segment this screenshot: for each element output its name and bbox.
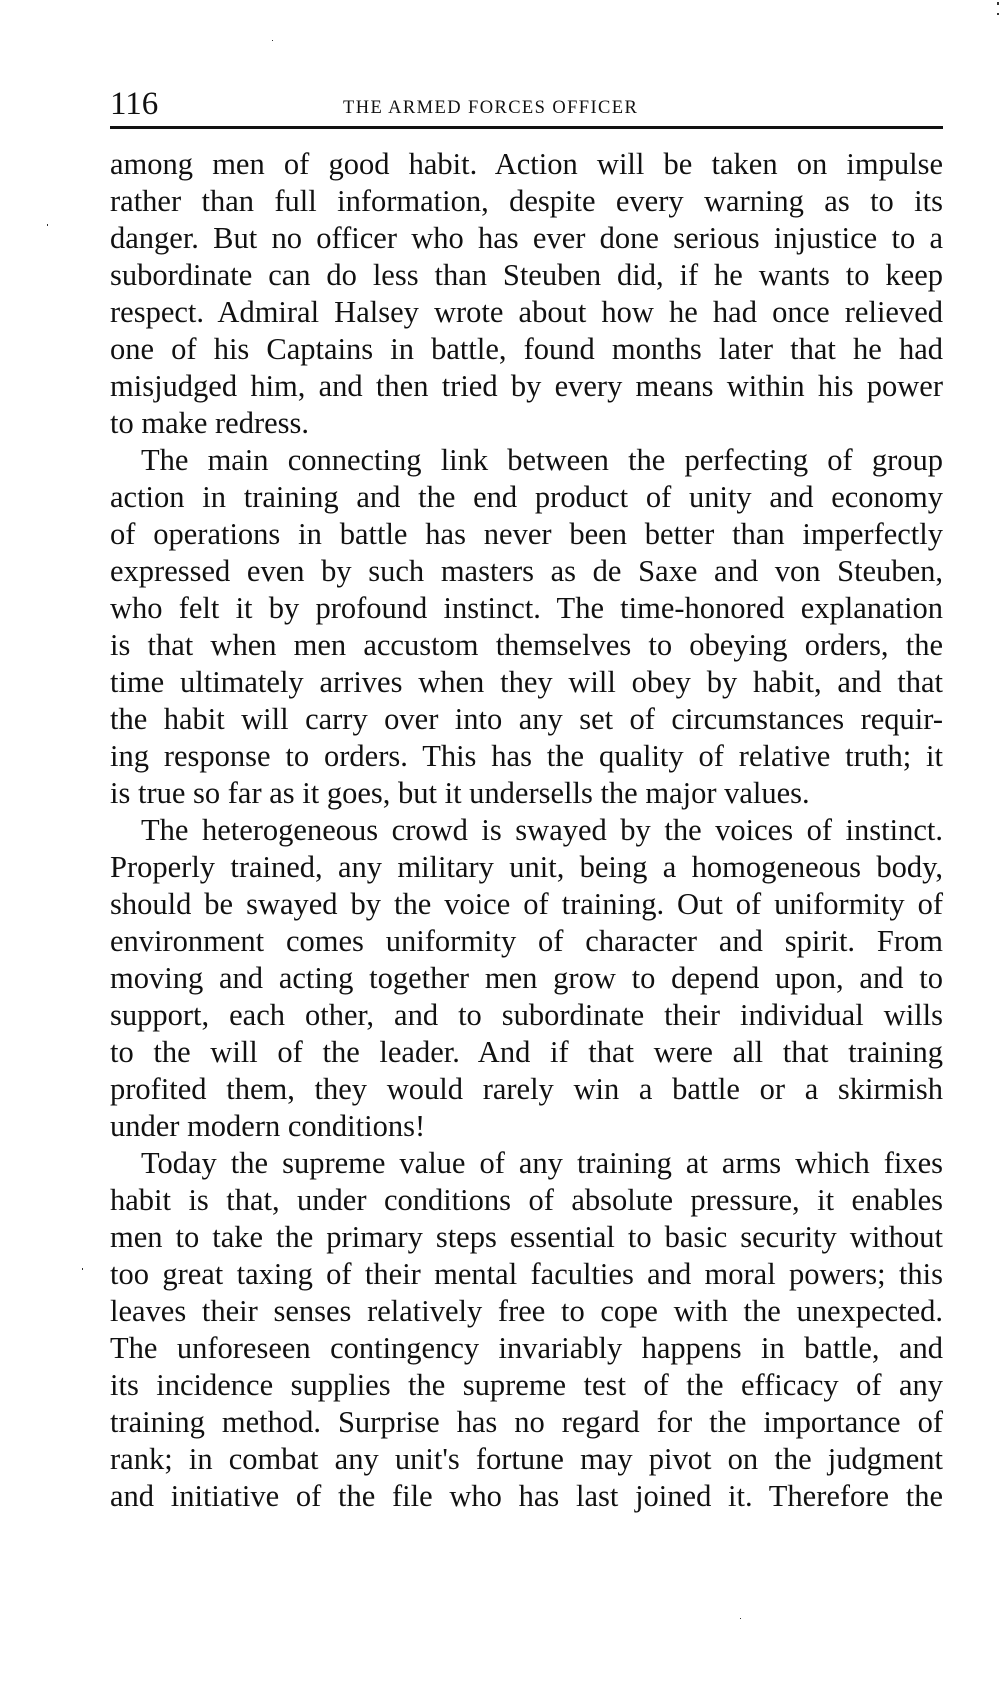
text-line: training method. Surprise has no regard for the importance of xyxy=(110,1405,943,1439)
body-text xyxy=(110,146,943,1515)
text-line: should be swayed by the voice of training. Out of uniformity of xyxy=(110,887,943,921)
paragraph xyxy=(110,812,943,1145)
text-line: ing response to orders. This has the quality of relative truth; it xyxy=(110,739,943,773)
running-head xyxy=(110,86,943,126)
scan-speck xyxy=(47,224,48,226)
paragraph xyxy=(110,442,943,812)
text-line: the habit will carry over into any set of circumstances requir- xyxy=(110,702,943,736)
text-line: expressed even by such masters as de Saxe and von Steuben, xyxy=(110,554,943,588)
text-line: is true so far as it goes, but it undersells the major values. xyxy=(110,776,810,810)
scan-speck xyxy=(997,2,999,5)
running-title: THE ARMED FORCES OFFICER xyxy=(343,98,639,118)
text-line: The heterogeneous crowd is swayed by the voices of instinct. xyxy=(141,813,943,847)
scan-speck xyxy=(82,1268,83,1270)
text-line: respect. Admiral Halsey wrote about how he had once relieved xyxy=(110,295,943,329)
text-line: moving and acting together men grow to depend upon, and to xyxy=(110,961,943,995)
scan-speck xyxy=(272,40,273,41)
text-line: among men of good habit. Action will be taken on impulse xyxy=(110,147,943,181)
text-line: action in training and the end product of unity and economy xyxy=(110,480,943,514)
text-line: men to take the primary steps essential to basic security without xyxy=(110,1220,943,1254)
text-line: its incidence supplies the supreme test of the efficacy of any xyxy=(110,1368,943,1402)
text-line: subordinate can do less than Steuben did, if he wants to keep xyxy=(110,258,943,292)
text-line: The unforeseen contingency invariably happens in battle, and xyxy=(110,1331,943,1365)
text-line: environment comes uniformity of character and spirit. From xyxy=(110,924,943,958)
text-line: and initiative of the file who has last joined it. Therefore the xyxy=(110,1479,943,1513)
text-line: profited them, they would rarely win a battle or a skirmish xyxy=(110,1072,943,1106)
text-line: danger. But no officer who has ever done serious injustice to a xyxy=(110,221,943,255)
text-line: who felt it by profound instinct. The time-honored explanation xyxy=(110,591,943,625)
page-number: 116 xyxy=(110,86,159,122)
text-line: too great taxing of their mental faculties and moral powers; this xyxy=(110,1257,943,1291)
text-line: rank; in combat any unit's fortune may pivot on the judgment xyxy=(110,1442,943,1476)
paragraph xyxy=(110,146,943,442)
text-line: support, each other, and to subordinate their individual wills xyxy=(110,998,943,1032)
text-line: misjudged him, and then tried by every means within his power xyxy=(110,369,943,403)
paragraph xyxy=(110,1145,943,1515)
text-line: Today the supreme value of any training at arms which fixes xyxy=(141,1146,943,1180)
text-line: rather than full information, despite every warning as to its xyxy=(110,184,943,218)
text-line: The main connecting link between the perfecting of group xyxy=(141,443,943,477)
text-line: time ultimately arrives when they will obey by habit, and that xyxy=(110,665,943,699)
text-line: of operations in battle has never been better than imperfectly xyxy=(110,517,943,551)
text-line: to make redress. xyxy=(110,406,310,440)
text-line: Properly trained, any military unit, being a homogeneous body, xyxy=(110,850,943,884)
header-rule xyxy=(110,126,943,129)
text-line: leaves their senses relatively free to cope with the unexpected. xyxy=(110,1294,943,1328)
text-line: habit is that, under conditions of absolute pressure, it enables xyxy=(110,1183,943,1217)
scan-speck xyxy=(997,13,999,15)
text-line: one of his Captains in battle, found months later that he had xyxy=(110,332,943,366)
text-line: is that when men accustom themselves to obeying orders, the xyxy=(110,628,943,662)
text-line: to the will of the leader. And if that were all that training xyxy=(110,1035,943,1069)
scan-speck xyxy=(740,1618,741,1619)
text-line: under modern conditions! xyxy=(110,1109,426,1143)
